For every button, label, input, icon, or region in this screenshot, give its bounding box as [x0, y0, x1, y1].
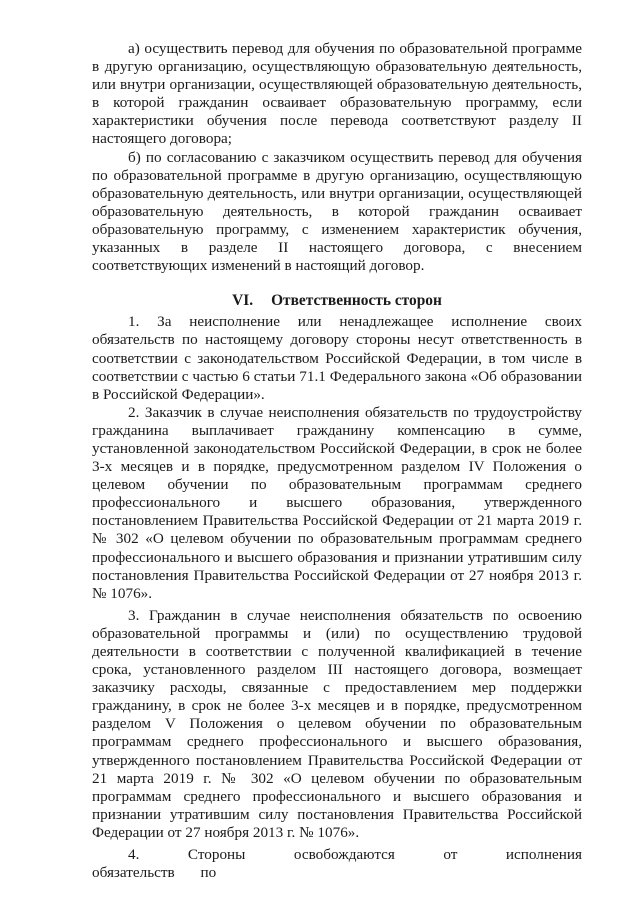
- paragraph-clause-1: 1. За неисполнение или ненадлежащее исполнение своих обязательств по настоящему договору стороны несут ответственность в соответствии с законодательством Российской Федерации, в том числе в соответствии с частью 6 статьи 71.1 Федерального закона «Об образовании в Российской Федерации».: [92, 313, 582, 403]
- paragraph-clause-3: 3. Гражданин в случае неисполнения обязательств по освоению образовательной программы и (или) по осуществлению трудовой деятельности в соответствии с полученной квалификацией в течение срока, установленного разделом III настоящего договора, возмещает заказчику расходы, связанные с предоставлением мер поддержки гражданину, в срок не более 3-х месяцев и в порядке, предусмотренном разделом V Положения о целевом обучении по образовательным программам среднего профессионального и высшего образования, утвержденного постановлением Правительства Российской Федерации от 21 марта 2019 г. № 302 «О целевом обучении по образовательным программам среднего профессионального и высшего образования и признании утратившим силу постановления Правительства Российской Федерации от 27 ноября 2013 г. № 1076».: [92, 606, 582, 841]
- document-body: [92, 40, 582, 882]
- section-title: Ответственность сторон: [271, 292, 442, 310]
- section-heading: [92, 292, 582, 310]
- paragraph-clause-2: 2. Заказчик в случае неисполнения обязательств по трудоустройству гражданина выплачивает гражданину компенсацию в сумме, установленной законодательством Российской Федерации, в срок не более 3-х месяцев и в порядке, предусмотренном разделом IV Положения о целевом обучении по образовательным программам среднего профессионального и высшего образования, утвержденного постановлением Правительства Российской Федерации от 21 марта 2019 г. № 302 «О целевом обучении по образовательным программам среднего профессионального и высшего образования и признании утратившим силу постановления Правительства Российской Федерации от 27 ноября 2013 г. № 1076».: [92, 403, 582, 602]
- paragraph-item-a: а) осуществить перевод для обучения по образовательной программе в другую организацию, осуществляющую образовательную деятельность, или внутри организации, осуществляющей образовательную деятельность, в которой гражданин осваивает образовательную программу, если характеристики обучения после перевода соответствуют разделу II настоящего договора;: [92, 40, 582, 148]
- paragraph-item-b: б) по согласованию с заказчиком осуществить перевод для обучения по образовательной программе в другую организацию, осуществляющую образовательную деятельность, или внутри организации, осуществляющей образовательную деятельность, в которой гражданин осваивает образовательную программу, с изменением характеристик обучения, указанных в разделе II настоящего договора, с внесением соответствующих изменений в настоящий договор.: [92, 148, 582, 275]
- paragraph-clause-4: 4. Стороны освобождаются от исполнения обязательств по: [92, 846, 582, 882]
- section-number: VI.: [232, 292, 254, 310]
